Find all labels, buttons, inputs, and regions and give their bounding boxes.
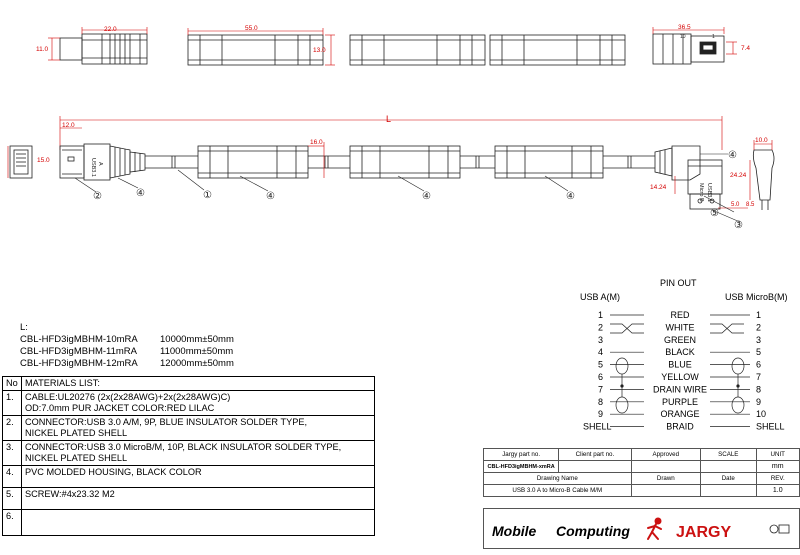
materials-row — [3, 416, 375, 441]
dim-24-label: 24.24 — [730, 172, 747, 179]
pin-10-label: 10 — [680, 34, 686, 40]
dim-14-label: 14.24 — [650, 184, 667, 191]
cable-segments — [145, 156, 655, 168]
usb-a-mark: USB3.1 — [90, 158, 96, 177]
materials-row — [3, 441, 375, 466]
pinout-right-pin: SHELL — [756, 421, 785, 432]
materials-text: CONNECTOR:USB 3.0 A/M, 9P, BLUE INSULATOR SOLDER TYPE, NICKEL PLATED SHELL — [22, 416, 375, 441]
materials-text: PVC MOLDED HOUSING, BLACK COLOR — [22, 466, 375, 488]
pinout-left-pin: 3 — [598, 334, 604, 345]
dim-11-label: 11.0 — [36, 46, 49, 53]
materials-no: 3. — [3, 441, 22, 466]
tb-approved-header: Approved — [631, 449, 700, 461]
title-block — [483, 448, 800, 497]
pinout-wire-color: YELLOW — [661, 372, 699, 382]
callout-4d: ④ — [566, 191, 575, 202]
callout-4e: ④ — [728, 150, 737, 161]
callout-4b: ④ — [266, 191, 275, 202]
length-part: CBL-HFD3igMBHM-12mRA — [20, 358, 138, 369]
drain-dot-left — [620, 384, 623, 387]
tb-scale-value — [701, 461, 757, 473]
dim-55-label: 55.0 — [245, 25, 258, 32]
pinout-left-pin: 8 — [598, 396, 604, 407]
materials-row — [3, 488, 375, 510]
dim-L-label: L — [386, 114, 392, 124]
tb-drawn-header: Drawn — [631, 473, 700, 485]
pinout-wire-color: WHITE — [665, 322, 695, 333]
pinout-right-pin: 2 — [756, 322, 762, 333]
length-row — [20, 334, 234, 346]
pinout-right-pin: 9 — [756, 396, 762, 407]
pin-1-label: 1 — [712, 34, 715, 40]
pinout-left-pin: SHELL — [583, 421, 612, 432]
tb-drawing-name: USB 3.0 A to Micro-B Cable M/M — [484, 485, 632, 497]
pinout-right-header: USB MicroB(M) — [725, 292, 788, 302]
dim-15-label: 15.0 — [37, 157, 50, 164]
tb-jargy-part-header: Jargy part no. — [484, 449, 559, 461]
tb-date-header: Date — [701, 473, 757, 485]
dim-16-lines — [308, 142, 324, 178]
tb-approved-value — [631, 461, 700, 473]
tb-part-no: CBL-HFD3igMBHM-xmRA — [484, 461, 559, 473]
dim-22-lines — [48, 27, 147, 60]
materials-no: 5. — [3, 488, 22, 510]
length-value: 11000mm±50mm — [160, 346, 234, 357]
callout-4a: ④ — [136, 188, 145, 199]
usb-a-letter: A — [97, 162, 103, 166]
pinout-left-pin: 9 — [598, 409, 604, 420]
pinout-right-pin: 8 — [756, 384, 762, 395]
materials-text: SCREW:#4x23.32 M2 — [22, 488, 375, 510]
materials-row — [3, 466, 375, 488]
pinout-title: PIN OUT — [660, 278, 697, 288]
tb-rev-value: 1.0 — [756, 485, 799, 497]
length-value: 12000mm±50mm — [160, 358, 234, 369]
materials-row — [3, 510, 375, 536]
pinout-left-pin: 5 — [598, 359, 604, 370]
drain-dot-right — [736, 384, 739, 387]
pinout-right-pin: 6 — [756, 359, 762, 370]
logo-row — [483, 508, 800, 549]
length-row — [20, 358, 234, 370]
usb-a-end-view — [10, 146, 32, 178]
dim-22-label: 22.0 — [104, 26, 117, 33]
pinout-wire-color: BLACK — [665, 347, 695, 358]
pinout-wire-color: DRAIN WIRE — [653, 384, 707, 395]
pinout-left-pin: 1 — [598, 310, 604, 320]
length-value: 10000mm±50mm — [160, 334, 234, 345]
pinout-right-pin: 5 — [756, 347, 762, 358]
pinout-left-header: USB A(M) — [580, 292, 621, 302]
small-logo-icon — [770, 525, 789, 533]
runner-icon — [648, 519, 661, 540]
materials-no: 1. — [3, 391, 22, 416]
pinout-wire-color: RED — [670, 310, 690, 320]
dim-36-label: 36.5 — [678, 24, 691, 31]
ferrite-housing-top-view — [188, 35, 625, 65]
pinout-wire-color: PURPLE — [661, 396, 699, 407]
callout-4c: ④ — [422, 191, 431, 202]
dim-13-label: 13.0 — [313, 47, 326, 54]
pinout-left-pin: 4 — [598, 347, 604, 358]
tb-client-part-value — [559, 461, 631, 473]
pinout-left-pin: 7 — [598, 384, 604, 395]
logos — [484, 509, 800, 550]
tb-client-part-header: Client part no. — [559, 449, 631, 461]
tb-scale-header: SCALE — [701, 449, 757, 461]
pinout-left-pin: 6 — [598, 372, 604, 382]
tb-unit-header: UNIT — [756, 449, 799, 461]
materials-text — [22, 510, 375, 536]
tb-unit-value: mm — [756, 461, 799, 473]
dim-12-label: 12.0 — [62, 122, 75, 129]
micro-b-mark2: USB3.1 — [706, 183, 712, 202]
length-row — [20, 346, 234, 358]
tb-drawing-name-header: Drawing Name — [484, 473, 632, 485]
pinout-left-pin: 2 — [598, 322, 604, 333]
length-list — [20, 322, 234, 370]
pinout-right-pin: 3 — [756, 334, 762, 345]
tb-drawn-value — [631, 485, 700, 497]
dim-36-lines — [653, 27, 737, 54]
callout-1: ① — [203, 190, 212, 201]
length-heading: L: — [20, 322, 28, 333]
callout-3: ③ — [734, 220, 743, 231]
materials-text: CABLE:UL20276 (2x(2x28AWG)+2x(2x28AWG)C) OD:7.0mm PUR JACKET COLOR:RED LILAC — [22, 391, 375, 416]
materials-header-no: No — [3, 377, 22, 391]
dim-16-label: 16.0 — [310, 139, 323, 146]
pinout-wire-color: BRAID — [666, 421, 694, 432]
pinout-right-pin: 1 — [756, 310, 762, 320]
dim-5-label: 5.0 — [731, 202, 740, 208]
tb-date-value — [701, 485, 757, 497]
micro-b-mark: Micro B — [698, 183, 704, 202]
logo-mobile: Mobile — [492, 523, 537, 539]
materials-header-title: MATERIALS LIST: — [22, 377, 375, 391]
tb-rev-header: REV. — [756, 473, 799, 485]
materials-no: 4. — [3, 466, 22, 488]
pinout-right-pin: 7 — [756, 372, 762, 382]
dim-7-4-label: 7.4 — [741, 45, 751, 52]
ferrite-housings — [198, 146, 603, 178]
pinout-wire-color: ORANGE — [660, 409, 700, 420]
length-part: CBL-HFD3igMBHM-11mRA — [20, 346, 138, 357]
materials-row — [3, 391, 375, 416]
pinout-wire-color: BLUE — [668, 359, 692, 370]
materials-no: 2. — [3, 416, 22, 441]
callout-5: ⑤ — [710, 208, 719, 219]
callout-2: ② — [93, 191, 102, 202]
pinout-wire-color: GREEN — [663, 334, 697, 345]
dim-10-label: 10.0 — [755, 137, 768, 144]
materials-table — [2, 376, 375, 536]
pinout-diagram — [560, 270, 800, 435]
pinout-right-pin: 10 — [756, 409, 767, 420]
logo-jargy: JARGY — [676, 524, 732, 541]
length-part: CBL-HFD3igMBHM-10mRA — [20, 334, 138, 345]
logo-computing: Computing — [556, 523, 630, 539]
materials-no: 6. — [3, 510, 22, 536]
dim-8-5-label: 8.5 — [746, 202, 755, 208]
materials-text: CONNECTOR:USB 3.0 MicroB/M, 10P, BLACK INSULATOR SOLDER TYPE, NICKEL PLATED SHELL — [22, 441, 375, 466]
micro-b-side-view — [753, 150, 774, 210]
usb-a-top-view — [60, 34, 147, 64]
pinout-rows — [583, 310, 785, 432]
materials-header-row — [3, 377, 375, 391]
